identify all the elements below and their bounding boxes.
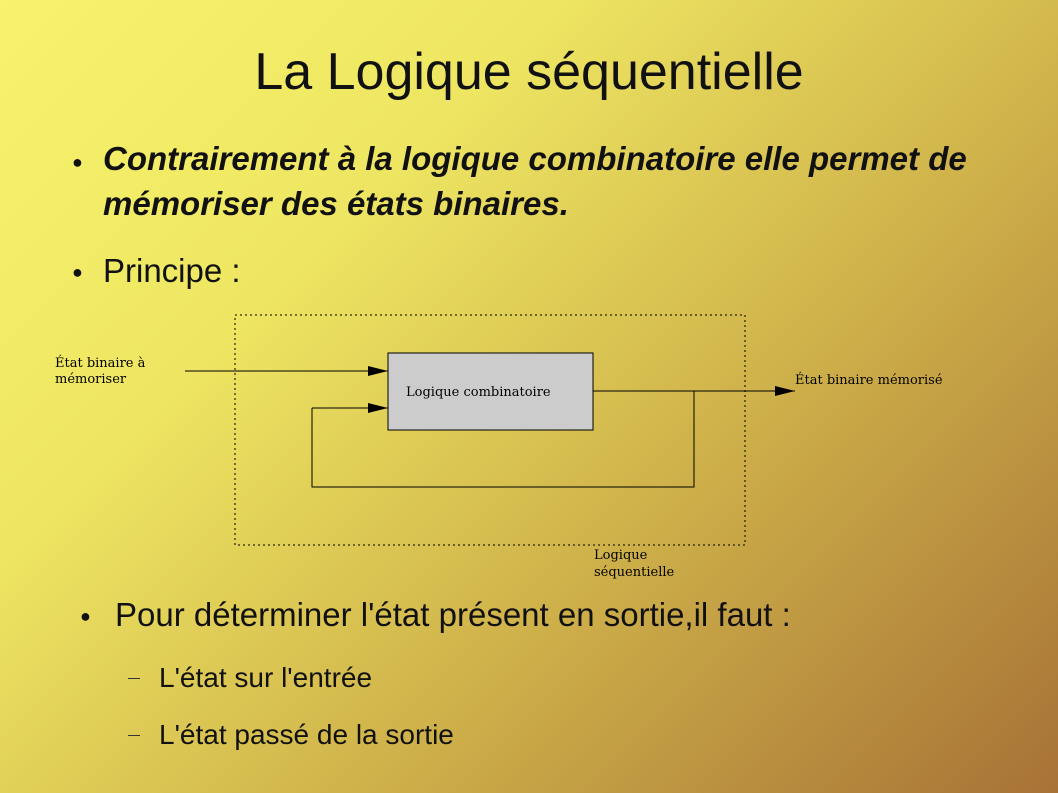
bullet-3 xyxy=(80,592,791,637)
container-label-line1: Logique xyxy=(594,548,648,563)
output-label: État binaire mémorisé xyxy=(795,373,943,388)
subbullet-2-text: L'état passé de la sortie xyxy=(159,719,454,750)
subbullet-1 xyxy=(128,660,372,696)
slide-title: La Logique séquentielle xyxy=(254,43,804,101)
bullet-3-text: Pour déterminer l'état présent en sortie,il faut : xyxy=(115,596,791,633)
container-label-line2: séquentielle xyxy=(594,565,675,580)
bullet-dot-icon: ● xyxy=(72,262,83,282)
block-label: Logique combinatoire xyxy=(406,385,551,400)
dash-icon xyxy=(128,735,140,736)
subbullet-1-text: L'état sur l'entrée xyxy=(159,662,373,693)
bullet-1-text: Contrairement à la logique combinatoire elle permet de mémoriser des états binaires. xyxy=(103,140,967,222)
subbullet-2 xyxy=(128,717,454,753)
input-label-line1: État binaire à xyxy=(55,356,146,371)
input-label-line2: mémoriser xyxy=(55,372,127,387)
bullet-dot-icon: ● xyxy=(80,606,91,626)
bullet-dot-icon: ● xyxy=(72,152,83,172)
bullet-2-text: Principe : xyxy=(103,252,241,289)
dash-icon xyxy=(128,678,140,679)
